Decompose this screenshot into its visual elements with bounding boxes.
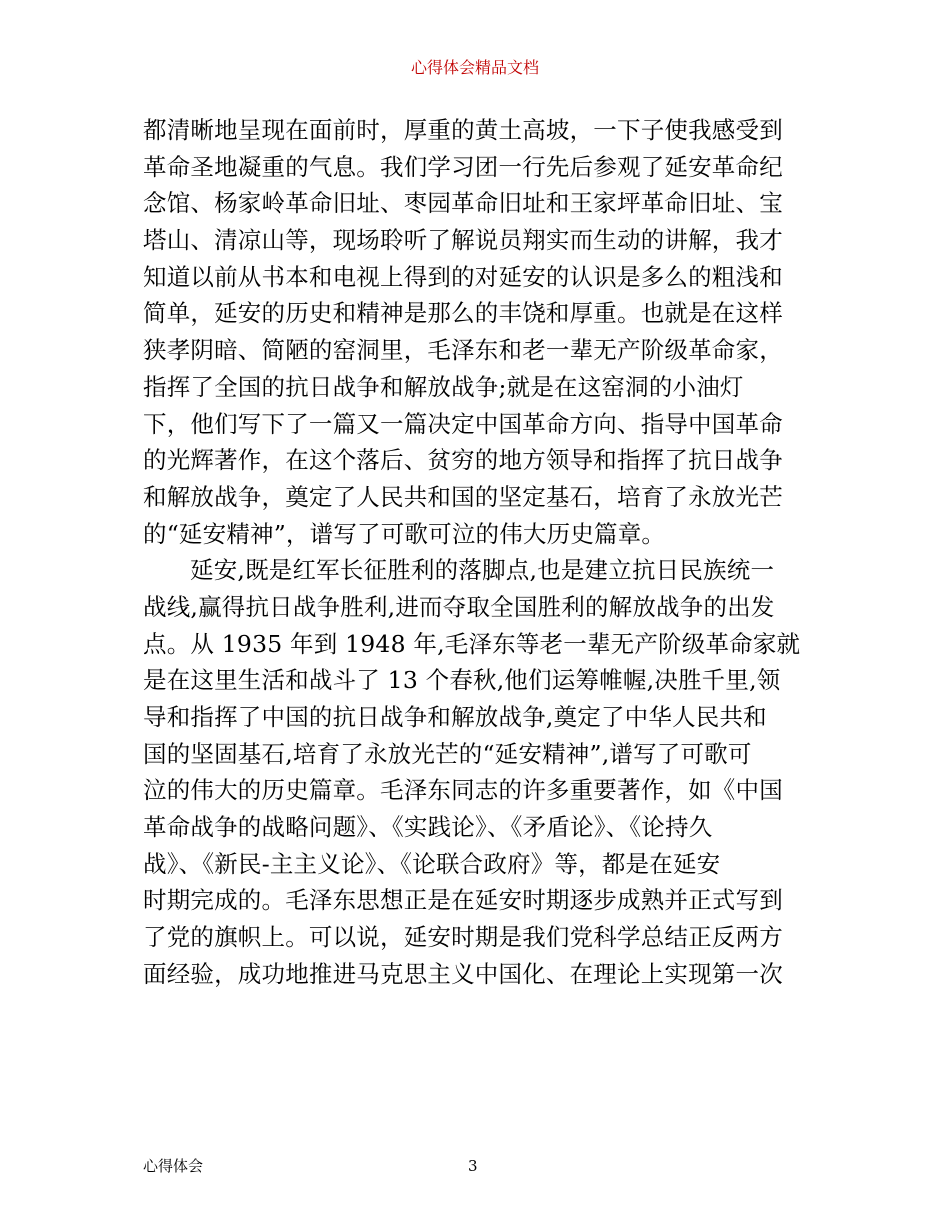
text-line: 泣的伟大的历史篇章。毛泽东同志的许多重要著作，如《中国 [143,776,783,805]
text-line: 点。从 1935 年到 1948 年,毛泽东等老一辈无产阶级革命家就 [143,629,801,658]
text-line: 下，他们写下了一篇又一篇决定中国革命方向、指导中国革命 [143,409,783,438]
text-line: 知道以前从书本和电视上得到的对延安的认识是多么的粗浅和 [143,262,783,291]
text-line: 的“延安精神”，谱写了可歌可泣的伟大历史篇章。 [143,519,666,548]
text-line: 指挥了全国的抗日战争和解放战争;就是在这窑洞的小油灯 [143,372,744,401]
text-line: 的光辉著作，在这个落后、贫穷的地方领导和指挥了抗日战争 [143,446,783,475]
text-line: 时期完成的。毛泽东思想正是在延安时期逐步成熟并正式写到 [143,886,783,915]
text-line: 革命战争的战略问题》、《实践论》、《矛盾论》、《论持久 [143,813,713,842]
document-header-title: 心得体会精品文档 [410,58,539,77]
text-line: 狭孝阴暗、简陋的窑洞里，毛泽东和老一辈无产阶级革命家， [143,336,783,365]
text-line: 和解放战争，奠定了人民共和国的坚定基石，培育了永放光芒 [143,482,783,511]
text-line: 塔山、清凉山等，现场聆听了解说员翔实而生动的讲解，我才 [143,226,783,255]
text-line: 革命圣地凝重的气息。我们学习团一行先后参观了延安革命纪 [143,152,783,181]
text-line: 战》、《新民-主主义论》、《论联合政府》等，都是在延安 [143,849,721,878]
text-line: 是在这里生活和战斗了 13 个春秋,他们运筹帷幄,决胜千里,领 [143,666,781,695]
document-body [143,112,813,993]
text-line: 导和指挥了中国的抗日战争和解放战争,奠定了中华人民共和 [143,703,767,731]
text-line: 念馆、杨家岭革命旧址、枣园革命旧址和王家坪革命旧址、宝 [143,189,783,218]
text-line: 面经验，成功地推进马克思主义中国化、在理论上实现第一次 [143,959,783,988]
footer-label: 心得体会 [143,1157,204,1175]
text-line: 简单，延安的历史和精神是那么的丰饶和厚重。也就是在这样 [143,299,783,328]
page-number: 3 [468,1157,478,1175]
text-line: 战线,赢得抗日战争胜利,进而夺取全国胜利的解放战争的出发 [143,592,775,621]
text-line: 了党的旗帜上。可以说，延安时期是我们党科学总结正反两方 [143,923,783,952]
text-line: 都清晰地呈现在面前时，厚重的黄土高坡，一下子使我感受到 [143,116,783,144]
text-line: 国的坚固基石,培育了永放光芒的“延安精神”,谱写了可歌可 [143,739,752,768]
text-line: 延安,既是红军长征胜利的落脚点,也是建立抗日民族统一 [190,556,775,585]
